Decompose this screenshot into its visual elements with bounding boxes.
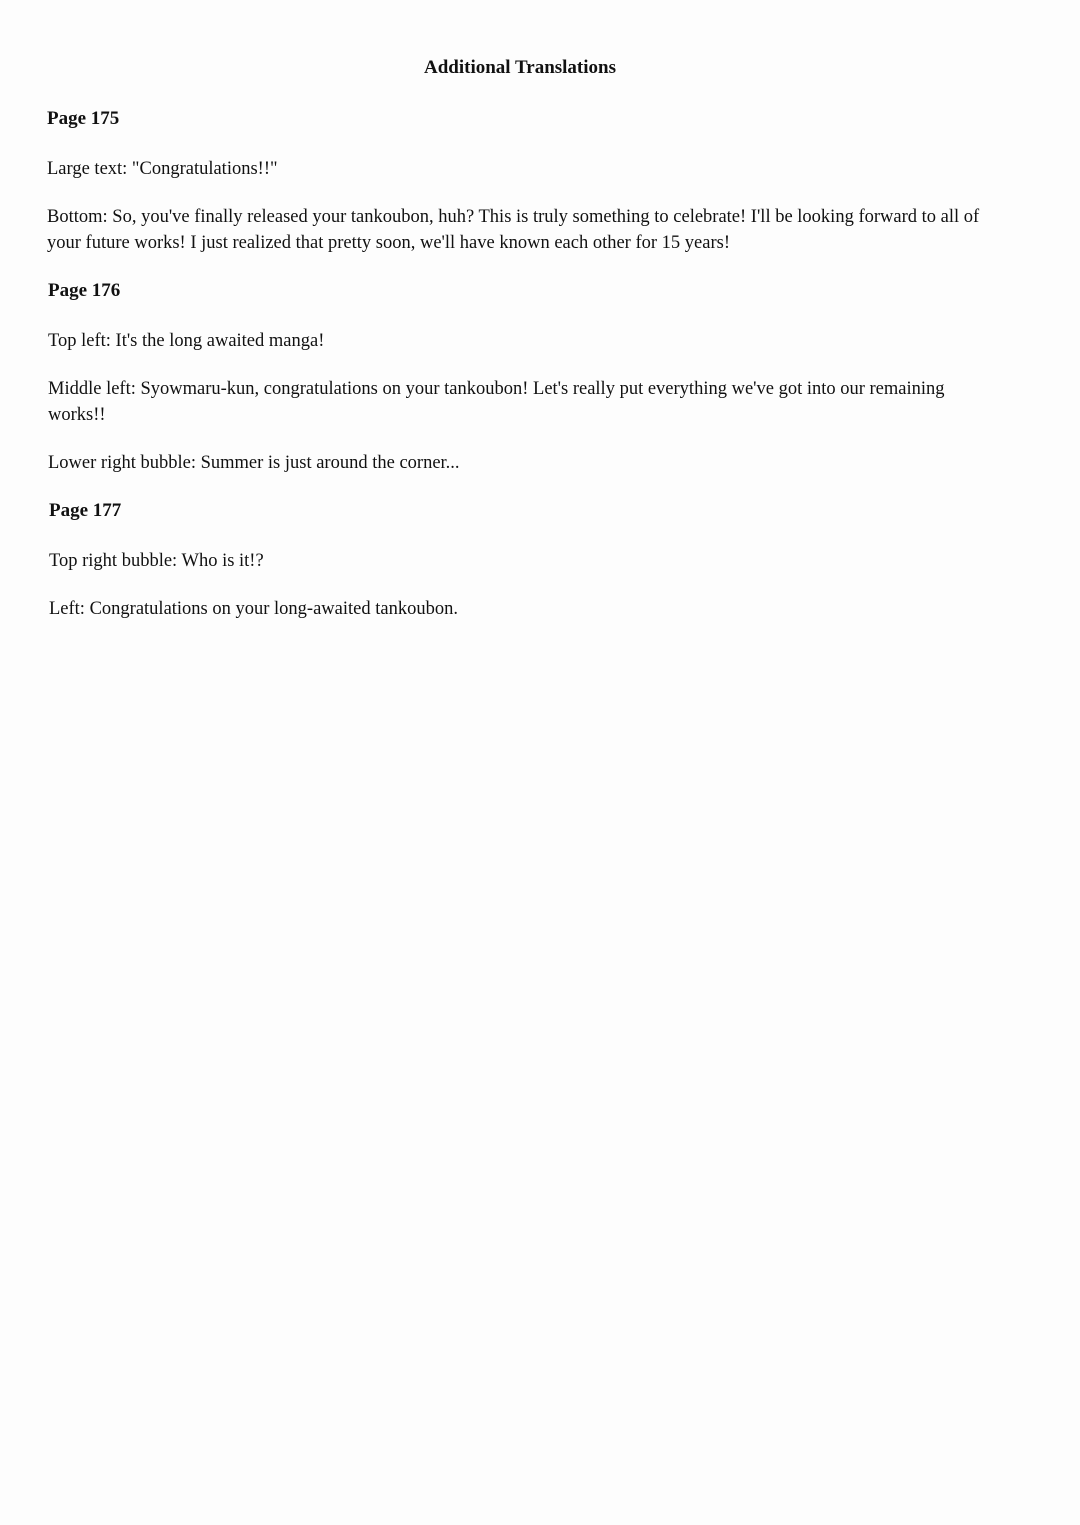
section-heading: Page 175 xyxy=(47,108,120,129)
translation-line: Top right bubble: Who is it!? xyxy=(49,551,264,571)
section-heading: Page 176 xyxy=(48,280,121,301)
translation-line: Left: Congratulations on your long-awaited tankoubon. xyxy=(49,599,458,619)
translation-line: Top left: It's the long awaited manga! xyxy=(48,331,325,351)
translation-line: Middle left: Syowmaru-kun, congratulations on your tankoubon! Let's really put everything we've got into our remaining works!! xyxy=(48,379,945,425)
document-title: Additional Translations xyxy=(424,57,616,78)
translation-line: Large text: "Congratulations!!" xyxy=(47,159,278,179)
document-body xyxy=(47,106,1007,644)
section-page-175 xyxy=(47,106,1007,256)
section-page-177 xyxy=(49,498,1007,622)
section-heading: Page 177 xyxy=(49,500,122,521)
translation-line: Bottom: So, you've finally released your tankoubon, huh? This is truly something to celebrate! I'll be looking forward to all of your future works! I just realized that pretty soon, we'll have known each other for 15 years! xyxy=(47,207,980,253)
section-page-176 xyxy=(48,278,1007,476)
translation-line: Lower right bubble: Summer is just around the corner... xyxy=(48,453,460,473)
